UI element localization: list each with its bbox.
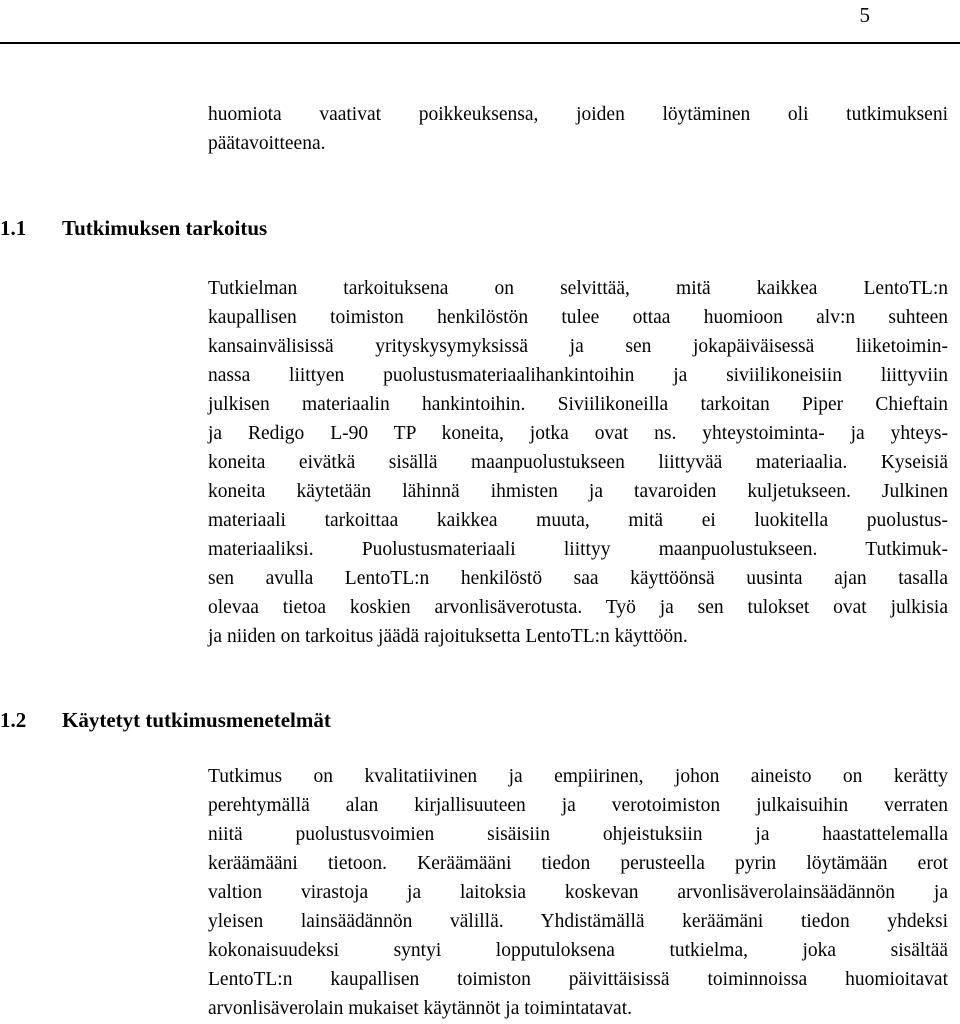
text-line: Tutkielman tarkoituksena on selvittää, mitä kaikkea LentoTL:n <box>208 278 948 299</box>
text-line: nassa liittyen puolustusmateriaalihankintoihin ja siviilikoneisiin liittyviin <box>208 365 948 386</box>
section-heading-1-2 <box>0 706 331 734</box>
section-number: 1.1 <box>0 216 27 240</box>
text-line: ja niiden on tarkoitus jäädä rajoituksetta LentoTL:n käyttöön. <box>208 626 688 647</box>
text-line: sen avulla LentoTL:n henkilöstö saa käyttöönsä uusinta ajan tasalla <box>208 568 948 589</box>
text-line: valtion virastoja ja laitoksia koskevan arvonlisäverolainsäädännön ja <box>208 882 948 903</box>
text-line: kansainvälisissä yrityskysymyksissä ja sen jokapäiväisessä liiketoimin- <box>208 336 948 357</box>
text-line: yleisen lainsäädännön välillä. Yhdistämällä keräämäni tiedon yhdeksi <box>208 911 948 932</box>
text-line: LentoTL:n kaupallisen toimiston päivittäisissä toiminnoissa huomioitavat <box>208 969 948 990</box>
text-line: niitä puolustusvoimien sisäisiin ohjeistuksiin ja haastattelemalla <box>208 824 948 845</box>
text-line: keräämääni tietoon. Keräämääni tiedon perusteella pyrin löytämään erot <box>208 853 948 874</box>
section-title: Käytetyt tutkimusmenetelmät <box>62 708 331 732</box>
text-line: koneita käytetään lähinnä ihmisten ja tavaroiden kuljetukseen. Julkinen <box>208 481 948 502</box>
text-line: materiaali tarkoittaa kaikkea muuta, mitä ei luokitella puolustus- <box>208 510 948 531</box>
text-line: kaupallisen toimiston henkilöstön tulee ottaa huomioon alv:n suhteen <box>208 307 948 328</box>
section-1-2-paragraph <box>208 762 948 1023</box>
header-rule <box>0 42 960 44</box>
text-line: kokonaisuudeksi syntyi lopputuloksena tutkielma, joka sisältää <box>208 940 948 961</box>
text-line: materiaaliksi. Puolustusmateriaali liittyy maanpuolustukseen. Tutkimuk- <box>208 539 948 560</box>
text-line: julkisen materiaalin hankintoihin. Siviilikoneilla tarkoitan Piper Chieftain <box>208 394 948 415</box>
text-line: perehtymällä alan kirjallisuuteen ja verotoimiston julkaisuihin verraten <box>208 795 948 816</box>
text-line: ja Redigo L-90 TP koneita, jotka ovat ns. yhteystoiminta- ja yhteys- <box>208 423 948 444</box>
page-number: 5 <box>859 3 870 27</box>
text-line: Tutkimus on kvalitatiivinen ja empiirinen, johon aineisto on kerätty <box>208 766 948 787</box>
text-line: päätavoitteena. <box>208 133 326 154</box>
text-line: arvonlisäverolain mukaiset käytännöt ja toimintatavat. <box>208 998 633 1019</box>
text-line: koneita eivätkä sisällä maanpuolustukseen liittyvää materiaalia. Kyseisiä <box>208 452 948 473</box>
section-1-1-paragraph <box>208 274 948 651</box>
section-number: 1.2 <box>0 708 27 732</box>
intro-paragraph <box>208 100 948 158</box>
text-line: olevaa tietoa koskien arvonlisäverotusta. Työ ja sen tulokset ovat julkisia <box>208 597 948 618</box>
text-line: huomiota vaativat poikkeuksensa, joiden löytäminen oli tutkimukseni <box>208 104 948 125</box>
section-heading-1-1 <box>0 214 267 242</box>
section-title: Tutkimuksen tarkoitus <box>62 216 268 240</box>
